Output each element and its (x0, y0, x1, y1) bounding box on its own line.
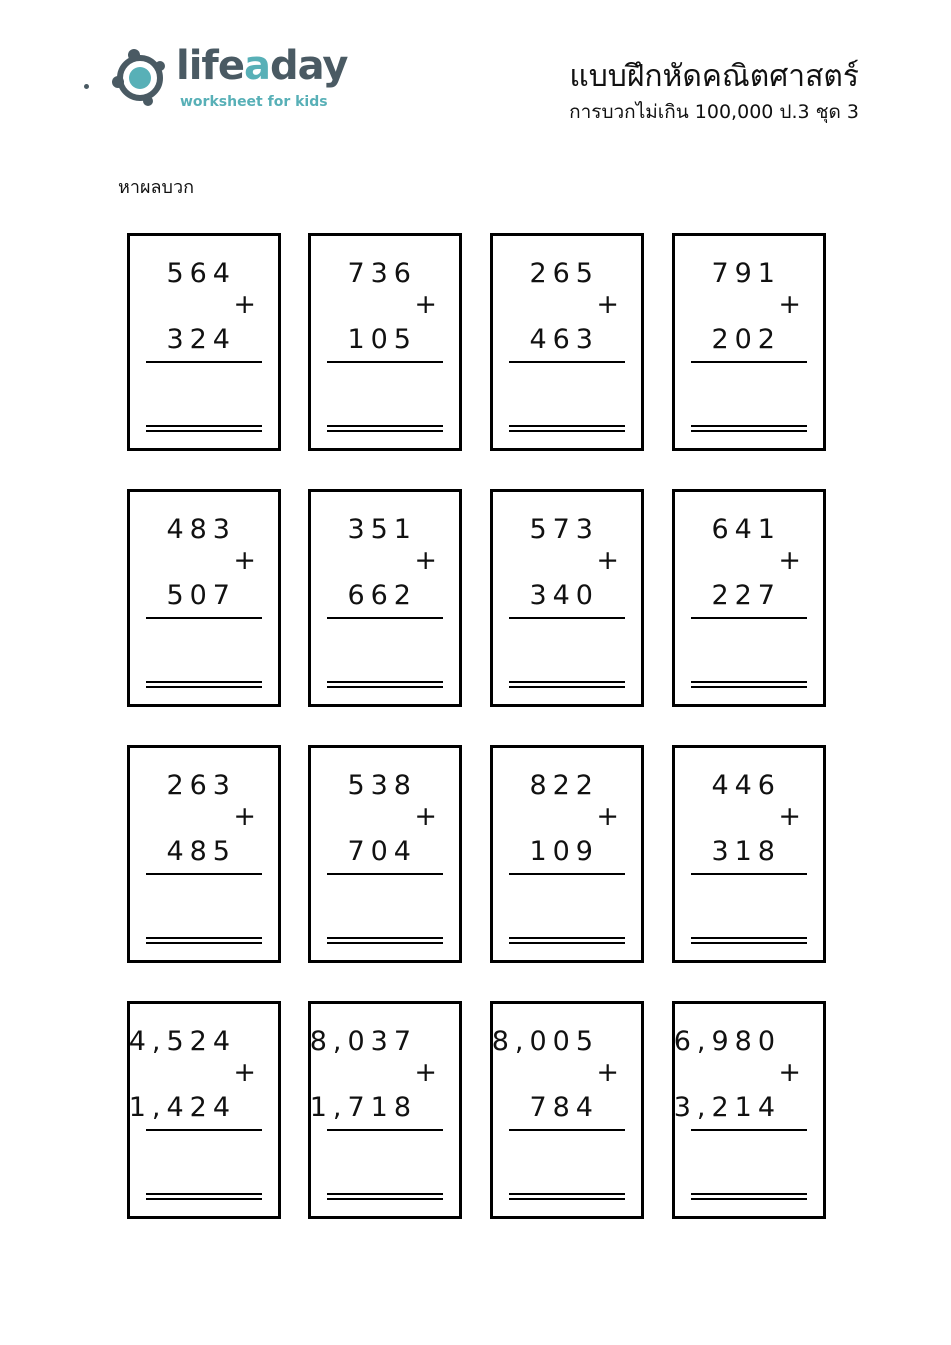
plus-sign: + (414, 289, 437, 320)
plus-sign: + (233, 289, 256, 320)
answer-line[interactable] (327, 681, 443, 688)
addend-bottom: 784 (529, 1092, 599, 1123)
addend-bottom: 109 (529, 836, 599, 867)
addend-top: 564 (166, 258, 236, 289)
addend-top: 446 (711, 770, 781, 801)
sum-line (691, 1129, 807, 1131)
problem-card (672, 233, 826, 451)
plus-sign: + (778, 289, 801, 320)
molecule-logo-icon (108, 46, 172, 110)
addend-bottom: 105 (347, 324, 417, 355)
sum-line (327, 617, 443, 619)
sum-line (146, 361, 262, 363)
addend-bottom: 3,214 (673, 1092, 781, 1123)
answer-line[interactable] (691, 425, 807, 432)
addend-bottom: 340 (529, 580, 599, 611)
plus-sign: + (233, 1057, 256, 1088)
addend-top: 4,524 (128, 1026, 236, 1057)
answer-line[interactable] (146, 1193, 262, 1200)
addend-bottom: 324 (166, 324, 236, 355)
worksheet-subtitle: การบวกไม่เกิน 100,000 ป.3 ชุด 3 (569, 101, 859, 123)
sum-line (509, 361, 625, 363)
addend-bottom: 1,424 (128, 1092, 236, 1123)
logo-wordmark: lifeaday (176, 43, 348, 89)
answer-line[interactable] (509, 1193, 625, 1200)
sum-line (509, 873, 625, 875)
addend-top: 265 (529, 258, 599, 289)
problem-card (127, 233, 281, 451)
sum-line (327, 1129, 443, 1131)
problem-card (672, 1001, 826, 1219)
addend-top: 8,037 (309, 1026, 417, 1057)
plus-sign: + (596, 1057, 619, 1088)
addend-bottom: 662 (347, 580, 417, 611)
answer-line[interactable] (691, 1193, 807, 1200)
addend-top: 263 (166, 770, 236, 801)
plus-sign: + (233, 801, 256, 832)
problem-card (490, 489, 644, 707)
addend-top: 573 (529, 514, 599, 545)
sum-line (691, 361, 807, 363)
problem-card (127, 489, 281, 707)
problem-card (672, 489, 826, 707)
bullet-dot (84, 84, 89, 89)
problem-card (490, 745, 644, 963)
problem-card (308, 745, 462, 963)
answer-line[interactable] (691, 681, 807, 688)
problem-card (308, 489, 462, 707)
addend-top: 538 (347, 770, 417, 801)
answer-line[interactable] (509, 425, 625, 432)
addend-top: 791 (711, 258, 781, 289)
addend-top: 736 (347, 258, 417, 289)
plus-sign: + (414, 545, 437, 576)
answer-line[interactable] (327, 425, 443, 432)
problem-card (308, 233, 462, 451)
addend-top: 822 (529, 770, 599, 801)
worksheet-title: แบบฝึกหัดคณิตศาสตร์ (569, 59, 859, 94)
answer-line[interactable] (509, 681, 625, 688)
logo (84, 44, 364, 124)
plus-sign: + (596, 545, 619, 576)
plus-sign: + (778, 1057, 801, 1088)
addend-top: 6,980 (673, 1026, 781, 1057)
sum-line (509, 617, 625, 619)
addend-top: 641 (711, 514, 781, 545)
sum-line (146, 617, 262, 619)
addend-bottom: 318 (711, 836, 781, 867)
addend-bottom: 507 (166, 580, 236, 611)
sum-line (509, 1129, 625, 1131)
plus-sign: + (233, 545, 256, 576)
plus-sign: + (414, 1057, 437, 1088)
problem-card (490, 1001, 644, 1219)
answer-line[interactable] (327, 1193, 443, 1200)
answer-line[interactable] (327, 937, 443, 944)
answer-line[interactable] (146, 937, 262, 944)
addend-bottom: 227 (711, 580, 781, 611)
plus-sign: + (414, 801, 437, 832)
addend-bottom: 202 (711, 324, 781, 355)
plus-sign: + (778, 801, 801, 832)
problem-card (127, 745, 281, 963)
problem-card (672, 745, 826, 963)
addend-bottom: 463 (529, 324, 599, 355)
addend-top: 483 (166, 514, 236, 545)
plus-sign: + (596, 289, 619, 320)
answer-line[interactable] (146, 681, 262, 688)
answer-line[interactable] (509, 937, 625, 944)
problem-card (308, 1001, 462, 1219)
logo-tagline: worksheet for kids (180, 94, 328, 110)
sum-line (146, 873, 262, 875)
sum-line (327, 361, 443, 363)
sum-line (327, 873, 443, 875)
sum-line (691, 873, 807, 875)
problem-card (127, 1001, 281, 1219)
instruction: หาผลบวก (118, 177, 194, 198)
plus-sign: + (778, 545, 801, 576)
problem-card (490, 233, 644, 451)
addend-bottom: 1,718 (309, 1092, 417, 1123)
sum-line (691, 617, 807, 619)
answer-line[interactable] (691, 937, 807, 944)
addend-bottom: 485 (166, 836, 236, 867)
addend-top: 8,005 (491, 1026, 599, 1057)
sum-line (146, 1129, 262, 1131)
addend-top: 351 (347, 514, 417, 545)
plus-sign: + (596, 801, 619, 832)
addend-bottom: 704 (347, 836, 417, 867)
answer-line[interactable] (146, 425, 262, 432)
